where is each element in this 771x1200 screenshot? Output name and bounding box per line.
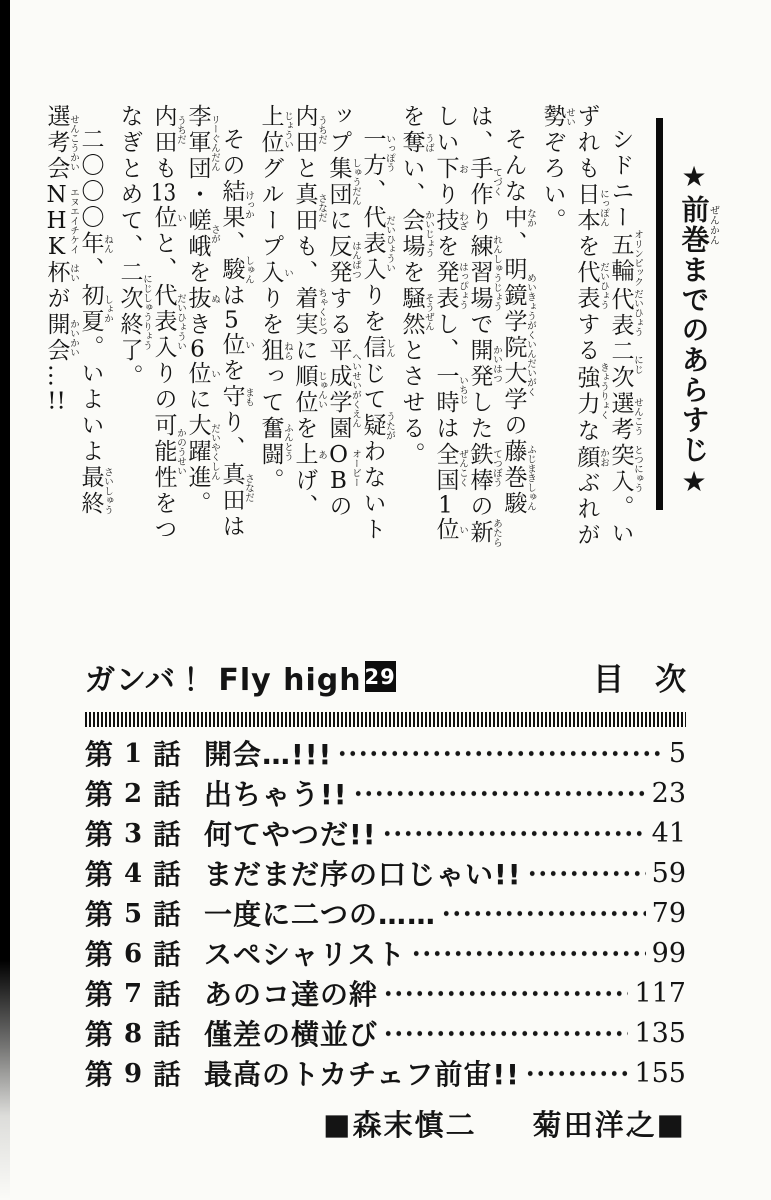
chapter-page-number: 79	[651, 897, 686, 929]
chapter-title: 何てやつだ!!	[204, 818, 377, 851]
ruby-annotated-text: 一方いっぽう	[359, 127, 395, 179]
chapter-list	[85, 733, 686, 1093]
chapter-prefix: 第	[85, 858, 114, 891]
ruby-annotated-text: 一時いちじ	[432, 364, 468, 416]
chapter-page-number: 117	[634, 977, 686, 1009]
ruby-annotated-text: 年ねん	[77, 231, 113, 257]
chapter-title: 一度に二つの……	[204, 898, 437, 931]
toc-row	[85, 853, 686, 893]
ruby-annotated-text: 反発はんぱつ	[325, 234, 361, 286]
toc-row	[85, 933, 686, 973]
ruby-annotated-text: 技わざ	[432, 208, 468, 234]
ruby-annotated-text: 守まも	[218, 384, 254, 410]
chapter-suffix: 話	[152, 1058, 181, 1091]
chapter-suffix: 話	[152, 778, 181, 811]
ruby-annotated-text: 選考会せんこうかい	[43, 104, 79, 182]
ruby-annotated-text: 顔かお	[573, 444, 609, 471]
ruby-annotated-text: NHKエヌエイチケイ	[43, 182, 79, 260]
ruby-annotated-text: 騒然そうぜん	[398, 286, 434, 338]
ruby-annotated-text: 大躍進だいやくしん	[184, 413, 220, 491]
credit-marker-right-icon: ■	[656, 1106, 686, 1141]
chapter-title: スペシャリスト	[204, 938, 406, 971]
ruby-annotated-text: 日本にっぽん	[573, 182, 609, 234]
ruby-annotated-text: 代表入だいひょうい	[150, 283, 186, 361]
inline-number: 6	[190, 338, 205, 361]
ruby-annotated-text: 明鏡学院大学めいきょうがくいんだいがく	[500, 257, 536, 413]
ruby-annotated-text: 信しん	[359, 335, 395, 361]
chapter-suffix: 話	[152, 978, 181, 1011]
dot-leader	[382, 813, 646, 853]
dot-leader	[411, 933, 646, 973]
ruby-annotated-text: 上あ	[291, 442, 327, 468]
dot-leader	[525, 1053, 629, 1093]
chapter-number: 6	[123, 939, 143, 969]
chapter-page-number: 99	[651, 937, 686, 969]
chapter-label	[85, 773, 181, 813]
chapter-number: 4	[123, 859, 143, 889]
inline-number: OB	[325, 442, 352, 494]
dot-leader	[527, 853, 646, 893]
chapter-suffix: 話	[152, 738, 181, 771]
ruby-annotated-text: 新あたら	[466, 518, 502, 548]
ruby-annotated-text: 着実ちゃくじつ	[291, 286, 327, 338]
ruby-annotated-text: 突入とつにゅう	[607, 442, 643, 495]
chapter-prefix: 第	[85, 938, 114, 971]
chapter-page-number: 23	[651, 777, 686, 809]
synopsis-divider-bar	[656, 118, 663, 510]
ruby-annotated-text: OBオービー	[325, 442, 361, 494]
chapter-label	[85, 1053, 181, 1093]
ruby-annotated-text: 内田うちだ	[291, 104, 327, 156]
chapter-number: 2	[123, 779, 143, 809]
chapter-label	[85, 733, 181, 773]
ruby-annotated-text: 全国ぜんこく	[432, 442, 468, 494]
chapter-label	[85, 813, 181, 853]
ruby-annotated-text: 代表だいひょう	[607, 286, 643, 339]
toc-row	[85, 893, 686, 933]
ruby-annotated-text: 選考せんこう	[607, 390, 643, 443]
ruby-annotated-text: 入い	[257, 260, 293, 286]
chapter-prefix: 第	[85, 778, 114, 811]
striped-divider	[85, 712, 686, 727]
chapter-page-number: 59	[651, 857, 686, 889]
chapter-title: まだまだ序の口じゃい!!	[204, 858, 522, 891]
ruby-annotated-text: 疑うたが	[359, 411, 395, 441]
ruby-annotated-text: 手作てづく	[466, 156, 502, 208]
ruby-annotated-text: 嵯峨さが	[184, 208, 220, 260]
ruby-annotated-text: 真田さなだ	[218, 462, 254, 514]
synopsis-paragraph: 二〇〇〇年ねん、初夏しょか。いよいよ最終さいしゅう選考会せんこうかいNHKエヌエイチケイ杯はいが開会かいかい…!!	[43, 104, 113, 517]
chapter-label	[85, 853, 181, 893]
synopsis-section	[40, 104, 719, 556]
toc-row	[85, 733, 686, 773]
ruby-annotated-text: 上位じょうい	[257, 104, 293, 156]
chapter-title: 最高のトカチェフ前宙!!	[204, 1058, 520, 1091]
inline-number: 13	[150, 182, 177, 205]
ruby-annotated-text: 位い	[184, 361, 220, 387]
ruby-annotated-text: 下お	[432, 156, 468, 182]
chapter-suffix: 話	[152, 938, 181, 971]
synopsis-paragraph: シドニー五輪オリンピック代表だいひょう二次にじ選考せんこう突入とつにゅう。いずれも日本にっぽんを代表だいひょうする強力きょうりょくな顔かおぶれが勢せいぞろい。	[539, 104, 643, 549]
ruby-annotated-text: 開会かいかい	[43, 312, 79, 364]
chapter-title: あのコ達の絆	[204, 978, 379, 1011]
ruby-annotated-text: 集団しゅうだん	[325, 156, 361, 208]
chapter-page-number: 5	[668, 737, 686, 769]
ruby-annotated-text: 強力きょうりょく	[573, 362, 609, 420]
toc-row	[85, 1053, 686, 1093]
ruby-annotated-text: 二次にじ	[607, 338, 643, 391]
dot-leader	[383, 1013, 628, 1053]
ruby-annotated-text: 杯はい	[43, 260, 79, 286]
chapter-label	[85, 973, 181, 1013]
dot-leader	[383, 973, 628, 1013]
chapter-suffix: 話	[152, 818, 181, 851]
chapter-suffix: 話	[152, 858, 181, 891]
chapter-title: 開会…!!!	[204, 738, 333, 771]
chapter-prefix: 第	[85, 738, 114, 771]
series-title-group	[85, 655, 396, 699]
toc-section	[85, 654, 686, 1144]
chapter-page-number: 135	[634, 1017, 686, 1049]
chapter-title: 出ちゃう!!	[204, 778, 348, 811]
chapter-suffix: 話	[152, 1018, 181, 1051]
chapter-number: 8	[123, 1019, 143, 1049]
chapter-label	[85, 893, 181, 933]
chapter-prefix: 第	[85, 898, 114, 931]
ruby-annotated-text: 勢せい	[539, 104, 575, 130]
ruby-annotated-text: 抜ぬ	[184, 286, 220, 312]
ruby-annotated-text: 平成学園へいせいがくえん	[325, 338, 361, 442]
ruby-annotated-text: 二次終了にじしゅうりょう	[116, 260, 152, 364]
ruby-annotated-text: 可能性かのうせい	[150, 413, 186, 491]
ruby-annotated-text: 位い	[218, 332, 254, 358]
chapter-label	[85, 933, 181, 973]
chapter-number: 1	[123, 739, 143, 769]
ruby-annotated-text: 位い	[432, 517, 468, 543]
author-name: 森末慎二	[352, 1108, 477, 1142]
ruby-annotated-text: 初夏しょか	[77, 283, 113, 335]
ruby-annotated-text: 開発かいはつ	[466, 338, 502, 390]
chapter-title: 僅差の横並び	[204, 1018, 379, 1051]
artist-name: 菊田洋之	[532, 1108, 657, 1142]
ruby-annotated-text: 代表だいひょう	[573, 260, 609, 312]
dot-leader	[337, 733, 663, 773]
ruby-annotated-text: 中なか	[500, 205, 536, 231]
chapter-page-number: 155	[634, 1057, 686, 1089]
toc-row	[85, 1013, 686, 1053]
ruby-annotated-text: 内田うちだ	[150, 104, 186, 156]
ruby-annotated-text: 順位じゅんい	[291, 364, 327, 416]
chapter-page-number: 41	[651, 817, 686, 849]
ruby-annotated-text: 藤巻駿ふじまきしゅん	[500, 439, 536, 517]
synopsis-paragraph: そんな中なか、明鏡学院大学めいきょうがくいんだいがくの藤巻駿ふじまきしゅんは、手作てづくり練習場れんしゅうじょうで開発かいはつした鉄棒てつぼうの新あたらしい下おり技わざを発表はっぴょうし、一時いちじは全国ぜんこく1位いを奪うばい、会場かいじょうを騒然そうぜんとさせる。	[398, 104, 536, 548]
ruby-annotated-text: 狙ねら	[257, 338, 293, 364]
toc-title-row	[85, 654, 686, 699]
ruby-annotated-text: 代表入だいひょうい	[359, 205, 395, 283]
chapter-suffix: 話	[152, 898, 181, 931]
inline-number: 1	[438, 494, 453, 517]
chapter-prefix: 第	[85, 1058, 114, 1091]
ruby-annotated-text: 奪うば	[398, 130, 434, 156]
chapter-prefix: 第	[85, 1018, 114, 1051]
synopsis-paragraph: その結果けっか、駿しゅんは5位いを守まもり、真田さなだは李軍団リーぐんだん・嵯峨さがを抜ぬき6位いに大躍進だいやくしん。内田うちだも13位いと、代表入だいひょういりの可能性かのうせいをつなぎとめて、二次終了にじしゅうりょう。	[116, 104, 254, 543]
dot-leader	[441, 893, 646, 933]
chapter-number: 3	[123, 819, 143, 849]
credits-line	[85, 1103, 686, 1144]
inline-number: NHK	[43, 182, 70, 260]
toc-row	[85, 813, 686, 853]
ruby-annotated-text: 結果けっか	[218, 179, 254, 231]
ruby-annotated-text: 会場かいじょう	[398, 208, 434, 260]
chapter-number: 9	[123, 1059, 143, 1089]
dot-leader	[353, 773, 646, 813]
synopsis-paragraph: 一方いっぽう、代表入だいひょういりを信しんじて疑うたがわないトップ集団しゅうだんに反発はんぱつする平成学園へいせいがくえんOBオービーの内田うちだと真田さなだも、着実ちゃくじつに順位じゅんいを上あげ、上位じょういグループ入いりを狙ねらって奮闘ふんとう。	[257, 104, 395, 543]
ruby-annotated-text: 奮闘ふんとう	[257, 416, 293, 468]
chapter-prefix: 第	[85, 978, 114, 1011]
chapter-label	[85, 1013, 181, 1053]
page-spine-shadow	[0, 0, 10, 1200]
inline-number: 5	[224, 309, 239, 332]
ruby-annotated-text: 最終さいしゅう	[77, 465, 113, 517]
toc-row	[85, 773, 686, 813]
ruby-annotated-text: 鉄棒てつぼう	[466, 442, 502, 494]
ruby-annotated-text: 練習場れんしゅうじょう	[466, 234, 502, 312]
ruby-annotated-text: 五輪オリンピック	[607, 229, 643, 287]
ruby-annotated-text: 真田さなだ	[291, 182, 327, 234]
synopsis-body-text	[40, 104, 643, 554]
series-title: ガンバ！ Fly high	[85, 662, 362, 698]
inline-number: !!	[47, 390, 66, 413]
ruby-annotated-text: 李軍団リーぐんだん	[184, 104, 220, 182]
volume-badge: 29	[365, 661, 396, 692]
ruby-annotated-text: 発表はっぴょう	[432, 260, 468, 312]
toc-heading: 目 次	[593, 662, 686, 698]
chapter-number: 5	[123, 899, 143, 929]
chapter-number: 7	[123, 979, 143, 1009]
credit-marker-left-icon: ■	[323, 1106, 353, 1141]
ruby-annotated-text: 位い	[150, 205, 186, 231]
ruby-annotated-text: 前巻ぜんかん	[677, 195, 719, 255]
toc-row	[85, 973, 686, 1013]
synopsis-heading: ★前巻ぜんかんまでのあらすじ★	[677, 160, 719, 500]
chapter-prefix: 第	[85, 818, 114, 851]
ruby-annotated-text: 駿しゅん	[218, 255, 254, 285]
